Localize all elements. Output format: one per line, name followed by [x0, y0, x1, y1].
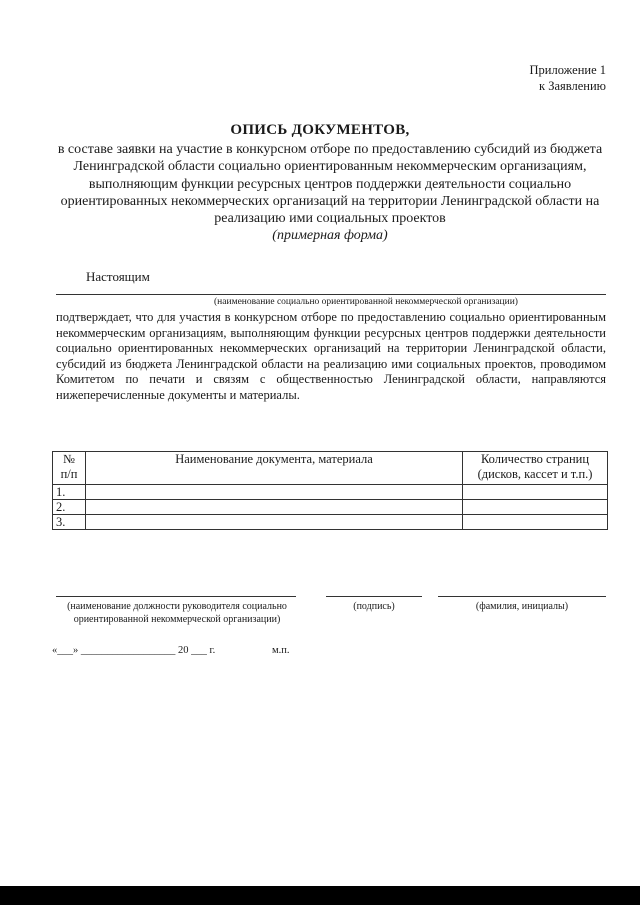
annex-line-2: к Заявлению	[539, 79, 606, 93]
confirmation-text: подтверждает, что для участия в конкурсном отборе по предоставлению социально ориентированным некоммерческим организациям, выполняющим функции ресурсных центров поддержки деятельности социально ориентированных некоммерческих организаций на территории Ленинградской области, субсидий из бюджета Ленинградской области на реализацию ими социальных проектов, проводимом Комитетом по печати и связям с общественностью Ленинградской области, направляются нижеперечисленные документы и материалы.	[56, 310, 606, 402]
stamp-place: м.п.	[272, 645, 290, 656]
row-page-count	[463, 515, 608, 530]
position-caption-line2: ориентированной некоммерческой организации)	[73, 614, 281, 625]
subtitle-text: в составе заявки на участие в конкурсном отборе по предоставлению субсидий из бюджета Ленинградской области социально ориентированным некоммерческим организациям, выполняющим функции ресурсных центров поддержки деятельности социально ориентированных некоммерческих организаций на территории Ленинградской области на реализацию ими социальных проектов	[57, 142, 603, 227]
org-name-blank-line	[56, 294, 606, 295]
position-blank-line	[56, 596, 296, 597]
row-document-name	[86, 515, 463, 530]
position-caption	[52, 600, 302, 626]
table-row	[53, 485, 608, 500]
documents-table	[52, 451, 608, 530]
header-pages-line2: (дисков, кассет и т.п.)	[477, 467, 593, 481]
row-number: 2.	[53, 500, 86, 515]
header-number-line1: №	[63, 452, 75, 466]
row-page-count	[463, 485, 608, 500]
form-note: (примерная форма)	[272, 228, 388, 244]
document-subtitle	[50, 141, 610, 245]
header-number-line2: п/п	[60, 467, 78, 481]
org-name-caption: (наименование социально ориентированной некоммерческой организации)	[214, 297, 518, 307]
position-caption-line1: (наименование должности руководителя социально	[67, 601, 287, 612]
name-caption: (фамилия, инициалы)	[475, 601, 569, 612]
row-document-name	[86, 500, 463, 515]
header-number	[53, 452, 86, 485]
table-row	[53, 500, 608, 515]
name-blank-line	[438, 596, 606, 597]
row-page-count	[463, 500, 608, 515]
row-document-name	[86, 485, 463, 500]
scan-border	[0, 886, 640, 905]
date-line: «___» __________________ 20 ___ г.	[52, 645, 216, 656]
present-label: Настоящим	[86, 269, 150, 284]
signature-blank-line	[326, 596, 422, 597]
table-row	[53, 515, 608, 530]
row-number: 1.	[53, 485, 86, 500]
table-header-row	[53, 452, 608, 485]
row-number: 3.	[53, 515, 86, 530]
signature-caption: (подпись)	[353, 601, 395, 612]
header-page-count	[463, 452, 608, 485]
annex-note	[530, 62, 606, 94]
header-pages-line1: Количество страниц	[480, 452, 590, 466]
annex-line-1: Приложение 1	[529, 63, 606, 77]
document-title: ОПИСЬ ДОКУМЕНТОВ,	[230, 122, 410, 138]
header-document-name: Наименование документа, материала	[86, 452, 463, 485]
